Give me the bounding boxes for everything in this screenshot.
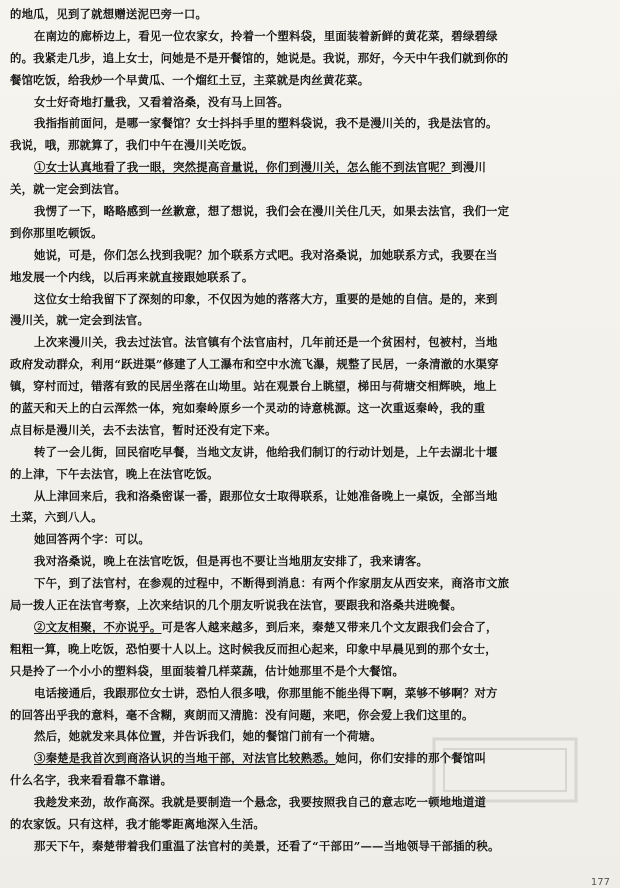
text-line bbox=[10, 464, 610, 486]
text-line bbox=[10, 836, 610, 858]
text-line bbox=[10, 310, 610, 332]
line-text: 下午，到了法官村，在参观的过程中，不断得到消息：有两个作家朋友从西安来，商洛市文旅 bbox=[34, 576, 510, 591]
article-text bbox=[10, 4, 610, 858]
text-line bbox=[10, 639, 610, 661]
text-line bbox=[10, 726, 610, 748]
line-text: 电话接通后，我跟那位女士讲，恐怕人很多哦，你那里能不能坐得下啊，菜够不够啊？对方 bbox=[34, 685, 498, 700]
text-line bbox=[10, 551, 610, 573]
line-text: 她说，可是，你们怎么找到我呢？加个联系方式吧。我对洛桑说，加她联系方式，我要在当 bbox=[34, 247, 498, 262]
line-text: 在南边的廊桥边上，看见一位农家女，拎着一个塑料袋，里面装着新鲜的黄花菜，碧绿碧绿 bbox=[34, 28, 498, 43]
line-text: 漫川关，就一定会到法官。 bbox=[10, 313, 150, 328]
line-text: 局一拨人正在法官考察，上次来结识的几个朋友听说我在法官，要跟我和洛桑共进晚餐。 bbox=[10, 598, 463, 613]
line-text: 的回答出乎我的意料，毫不含糊，爽朗而又清脆：没有问题，来吧，你会爱上我们这里的。 bbox=[10, 707, 474, 722]
text-line bbox=[10, 354, 610, 376]
text-line bbox=[10, 289, 610, 311]
line-text: 的上津，下午去法官，晚上在法官吃饭。 bbox=[10, 466, 219, 481]
text-line bbox=[10, 376, 610, 398]
line-text: 政府发动群众，利用“跃进渠”修建了人工瀑布和空中水流飞瀑，规整了民居，一条清澈的水渠穿 bbox=[10, 357, 499, 372]
text-line bbox=[10, 48, 610, 70]
text-line bbox=[10, 792, 610, 814]
text-line bbox=[10, 770, 610, 792]
line-text: 只是拎了一个小小的塑料袋，里面装着几样菜蔬，估计她那里不是个大餐馆。 bbox=[10, 663, 405, 678]
text-line bbox=[10, 420, 610, 442]
text-line bbox=[10, 529, 610, 551]
text-line bbox=[10, 595, 610, 617]
line-text: 地发展一个内线，以后再来就直接跟她联系了。 bbox=[10, 269, 254, 284]
line-text: 我指指前面问，是哪一家餐馆？女士抖抖手里的塑料袋说，我不是漫川关的，我是法官的。 bbox=[34, 116, 498, 131]
text-line bbox=[10, 486, 610, 508]
line-text: 那天下午，秦楚带着我们重温了法官村的美景，还看了“干部田”——当地领导干部插的秧。 bbox=[34, 838, 500, 853]
line-text: 餐馆吃饭，给我炒一个早黄瓜、一个熘红土豆，主菜就是肉丝黄花菜。 bbox=[10, 72, 370, 87]
line-text: 镇，穿村而过，错落有致的民居坐落在山坳里。站在观景台上眺望，梯田与荷塘交相辉映，地上 bbox=[10, 379, 497, 394]
text-line bbox=[10, 683, 610, 705]
line-text: 我说，哦，那就算了，我们中午在漫川关吃饭。 bbox=[10, 138, 254, 153]
text-line bbox=[10, 398, 610, 420]
line-text: 的农家饭。只有这样，我才能零距离地深入生活。 bbox=[10, 816, 265, 831]
text-line bbox=[10, 135, 610, 157]
line-text: 的地瓜，见到了就想赠送泥巴旁一口。 bbox=[10, 7, 208, 21]
underlined-sentence: ③秦楚是我首次到商洛认识的当地干部，对法官比较熟悉。 bbox=[34, 751, 336, 766]
page-number: 177 bbox=[590, 877, 610, 888]
text-line bbox=[10, 748, 610, 770]
line-text: 我对洛桑说，晚上在法官吃饭，但是再也不要让当地朋友安排了，我来请客。 bbox=[34, 554, 429, 569]
text-line bbox=[10, 442, 610, 464]
text-line bbox=[10, 70, 610, 92]
text-line bbox=[10, 332, 610, 354]
text-line bbox=[10, 4, 610, 26]
line-text: 的。我紧走几步，追上女士，问她是不是开餐馆的，她说是。我说，那好，今天中午我们就到你的 bbox=[10, 50, 509, 65]
text-line bbox=[10, 179, 610, 201]
text-line bbox=[10, 705, 610, 727]
text-line bbox=[10, 201, 610, 223]
text-line bbox=[10, 157, 610, 179]
line-suffix: 到漫川 bbox=[451, 160, 487, 175]
text-line bbox=[10, 245, 610, 267]
line-text: 这位女士给我留下了深刻的印象，不仅因为她的落落大方，重要的是她的自信。是的，来到 bbox=[34, 291, 498, 306]
underlined-sentence: ②文友相聚，不亦说乎。 bbox=[34, 619, 162, 634]
text-line bbox=[10, 814, 610, 836]
line-text: 我趁发来劲，故作高深。我就是要制造一个悬念，我要按照我自己的意志吃一顿地地道道 bbox=[34, 795, 487, 810]
text-line bbox=[10, 573, 610, 595]
line-text: 从上津回来后，我和洛桑密谋一番，跟那位女士取得联系，让她准备晚上一桌饭，全部当地 bbox=[34, 488, 498, 503]
line-text: 点目标是漫川关，去不去法官，暂时还没有定下来。 bbox=[10, 422, 277, 437]
line-text: 女士好奇地打量我，又看着洛桑，没有马上回答。 bbox=[34, 94, 289, 109]
text-line bbox=[10, 223, 610, 245]
text-line bbox=[10, 26, 610, 48]
text-line bbox=[10, 617, 610, 639]
line-text: 转了一会儿街，回民宿吃早餐，当地文友讲，他给我们制订的行动计划是，上午去湖北十堰 bbox=[34, 444, 498, 459]
text-line bbox=[10, 92, 610, 114]
line-suffix: 她问，你们安排的那个餐馆叫 bbox=[335, 751, 487, 766]
line-text: 粗粗一算，晚上吃饭，恐怕要十人以上。这时候我反而担心起来，印象中早晨见到的那个女士， bbox=[10, 641, 497, 656]
line-text: 我愣了一下，略略感到一丝歉意，想了想说，我们会在漫川关住几天，如果去法官，我们一定 bbox=[34, 204, 510, 219]
text-line bbox=[10, 507, 610, 529]
line-text: 什么名字，我来看看靠不靠谱。 bbox=[10, 773, 173, 788]
line-text: 然后，她就发来具体位置，并告诉我们，她的餐馆门前有一个荷塘。 bbox=[34, 729, 382, 744]
line-text: 她回答两个字：可以。 bbox=[34, 532, 150, 547]
text-line bbox=[10, 113, 610, 135]
line-text: 土菜，六到八人。 bbox=[10, 510, 103, 525]
line-suffix: 可是客人越来越多，到后来，秦楚又带来几个文友跟我们会合了， bbox=[161, 619, 498, 634]
line-text: 的蓝天和天上的白云浑然一体，宛如秦岭原乡一个灵动的诗意桃源。这一次重返秦岭，我的重 bbox=[10, 401, 486, 416]
line-text: 关，就一定会到法官。 bbox=[10, 182, 126, 197]
text-line bbox=[10, 267, 610, 289]
line-text: 上次来漫川关，我去过法官。法官镇有个法官庙村，几年前还是一个贫困村，包被村，当地 bbox=[34, 335, 498, 350]
line-text: 到你那里吃顿饭。 bbox=[10, 225, 103, 240]
underlined-sentence: ①女士认真地看了我一眼，突然提高音量说，你们到漫川关，怎么能不到法官呢？ bbox=[34, 160, 452, 175]
text-line bbox=[10, 661, 610, 683]
